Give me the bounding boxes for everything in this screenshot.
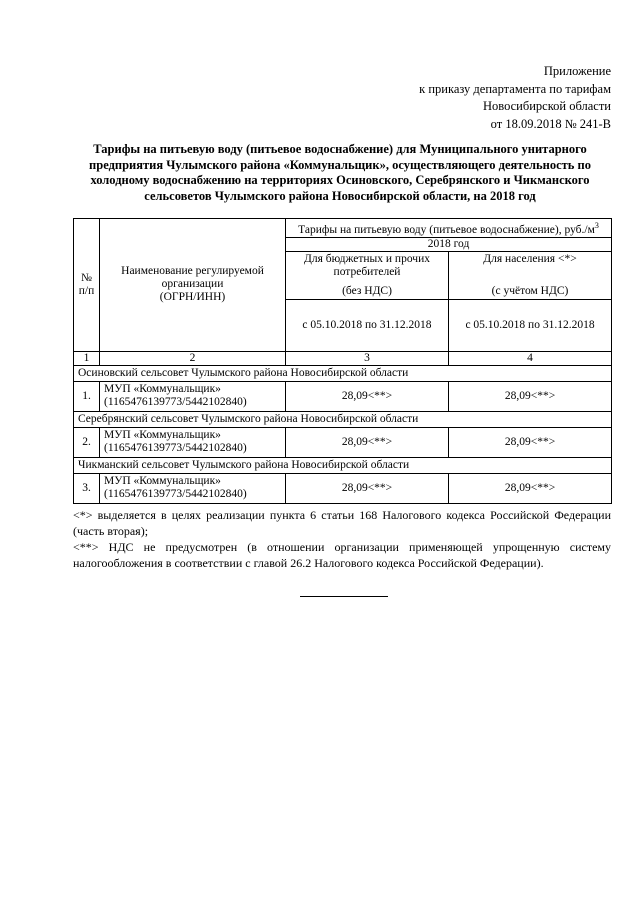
appendix-line-3: Новосибирской области — [482, 99, 611, 113]
header-period-population: с 05.10.2018 по 31.12.2018 — [449, 299, 612, 351]
row-num: 3. — [74, 473, 100, 503]
footnote-2: <**> НДС не предусмотрен (в отношении организации применяющей упрощенную систему налогообложения в соответствии с главой 26.2 Налогового кодекса Российской Федерации). — [73, 540, 611, 570]
document-title: Тарифы на питьевую воду (питьевое водоснабжение) для Муниципального унитарного предприятия Чулымского района «Коммунальщик», осуществляющего деятельность по холодному водоснабжению на территориях Осиновского, Серебрянского и Чикманского сельсоветов Чулымского района Новосибирской области, на 2018 год — [89, 142, 591, 203]
column-number: 1 — [74, 351, 100, 365]
footnote-1: <*> выделяется в целях реализации пункта 6 статьи 168 Налогового кодекса Российской Федерации (часть вторая); — [73, 508, 611, 538]
appendix-line-2: к приказу департамента по тарифам — [419, 81, 611, 96]
closing-rule — [300, 596, 388, 597]
header-year: 2018 год — [286, 237, 612, 251]
header-budget-label: Для бюджетных и прочих потребителей — [304, 252, 430, 278]
appendix-line-4: от 18.09.2018 № 241-В — [490, 116, 611, 131]
header-org — [100, 219, 286, 352]
section-row — [74, 365, 612, 381]
column-number: 3 — [286, 351, 449, 365]
section-row — [74, 411, 612, 427]
header-population — [449, 251, 612, 299]
row-num: 2. — [74, 427, 100, 457]
column-numbers-row — [74, 351, 612, 365]
footnotes — [73, 507, 611, 571]
header-budget — [286, 251, 449, 299]
row-population-tariff: 28,09<**> — [449, 473, 612, 503]
column-number: 4 — [449, 351, 612, 365]
row-num: 1. — [74, 381, 100, 411]
row-org — [100, 427, 286, 457]
header-period-budget: с 05.10.2018 по 31.12.2018 — [286, 299, 449, 351]
header-tariffs: Тарифы на питьевую воду (питьевое водоснабжение), $руб./м^3$ — [286, 219, 612, 238]
row-org-name: МУП «Коммунальщик» — [104, 429, 221, 442]
header-org-name: Наименование регулируемой организации — [121, 265, 264, 291]
row-org — [100, 473, 286, 503]
row-org-ids: (1165476139773/5442102840) — [104, 442, 247, 455]
section-name: Серебрянский сельсовет Чулымского района Новосибирской области — [74, 411, 612, 427]
table-row — [74, 427, 612, 457]
row-budget-tariff: 28,09<**> — [286, 473, 449, 503]
header-population-note: (с учётом НДС) — [491, 284, 569, 297]
row-org-ids: (1165476139773/5442102840) — [104, 488, 247, 501]
header-population-label: Для населения <*> — [483, 252, 577, 265]
row-org-ids: (1165476139773/5442102840) — [104, 396, 247, 409]
header-org-ids: (ОГРН/ИНН) — [159, 291, 226, 304]
table-header-row — [74, 219, 612, 238]
table-row — [74, 473, 612, 503]
row-budget-tariff: 28,09<**> — [286, 427, 449, 457]
row-org-name: МУП «Коммунальщик» — [104, 383, 221, 396]
row-org — [100, 381, 286, 411]
header-tariffs-sup: 3 — [594, 221, 599, 230]
table-row — [74, 381, 612, 411]
tariffs-table — [73, 218, 612, 504]
appendix-block — [419, 63, 611, 133]
header-num: № п/п — [74, 219, 100, 352]
row-org-name: МУП «Коммунальщик» — [104, 475, 221, 488]
section-name: Осиновский сельсовет Чулымского района Новосибирской области — [74, 365, 612, 381]
header-budget-note: (без НДС) — [342, 284, 392, 297]
section-name: Чикманский сельсовет Чулымского района Новосибирской области — [74, 457, 612, 473]
row-budget-tariff: 28,09<**> — [286, 381, 449, 411]
row-population-tariff: 28,09<**> — [449, 381, 612, 411]
appendix-line-1: Приложение — [543, 64, 611, 78]
section-row — [74, 457, 612, 473]
row-population-tariff: 28,09<**> — [449, 427, 612, 457]
column-number: 2 — [100, 351, 286, 365]
